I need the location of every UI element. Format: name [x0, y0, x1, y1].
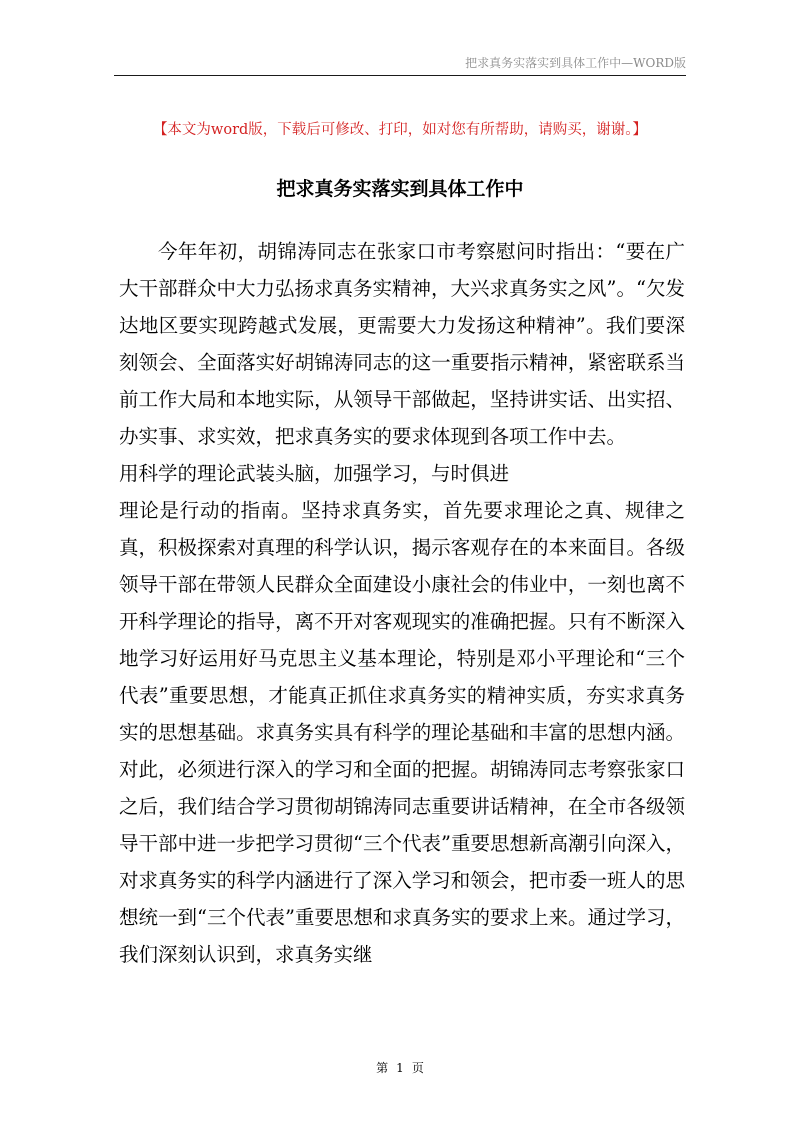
header-divider — [114, 75, 686, 76]
paragraph-intro: 今年年初，胡锦涛同志在张家口市考察慰问时指出：“要在广大干部群众中大力弘扬求真务实精神，大兴求真务实之风”。“欠发达地区要实现跨越式发展，更需要大力发扬这种精神”。我们要深刻领会、全面落实好胡锦涛同志的这一重要指示精神，紧密联系当前工作大局和本地实际，从领导干部做起，坚持讲实话、出实招、办实事、求实效，把求真务实的要求体现到各项工作中去。 — [119, 240, 685, 448]
document-title: 把求真务实落实到具体工作中 — [276, 178, 524, 200]
page-number: 1 — [396, 1061, 404, 1075]
footer-suffix: 页 — [411, 1061, 424, 1075]
running-header: 把求真务实落实到具体工作中—WORD版 — [465, 56, 686, 70]
footer-prefix: 第 — [376, 1061, 389, 1075]
document-body — [119, 233, 685, 973]
download-notice: 【本文为word版，下载后可修改、打印，如对您有所帮助，请购买，谢谢。】 — [152, 122, 648, 138]
section-heading: 用科学的理论武装头脑，加强学习，与时俱进 — [119, 462, 510, 485]
page-footer — [0, 1059, 800, 1076]
paragraph-theory: 理论是行动的指南。坚持求真务实，首先要求理论之真、规律之真，积极探索对真理的科学认识，揭示客观存在的本来面目。各级领导干部在带领人民群众全面建设小康社会的伟业中，一刻也离不开科学理论的指导，离不开对客观现实的准确把握。只有不断深入地学习好运用好马克思主义基本理论，特别是邓小平理论和“三个代表”重要思想，才能真正抓住求真务实的精神实质，夯实求真务实的思想基础。求真务实具有科学的理论基础和丰富的思想内涵。对此，必须进行深入的学习和全面的把握。胡锦涛同志考察张家口之后，我们结合学习贯彻胡锦涛同志重要讲话精神，在全市各级领导干部中进一步把学习贯彻“三个代表”重要思想新高潮引向深入，对求真务实的科学内涵进行了深入学习和领会，把市委一班人的思想统一到“三个代表”重要思想和求真务实的要求上来。通过学习，我们深刻认识到，求真务实继 — [119, 499, 685, 966]
